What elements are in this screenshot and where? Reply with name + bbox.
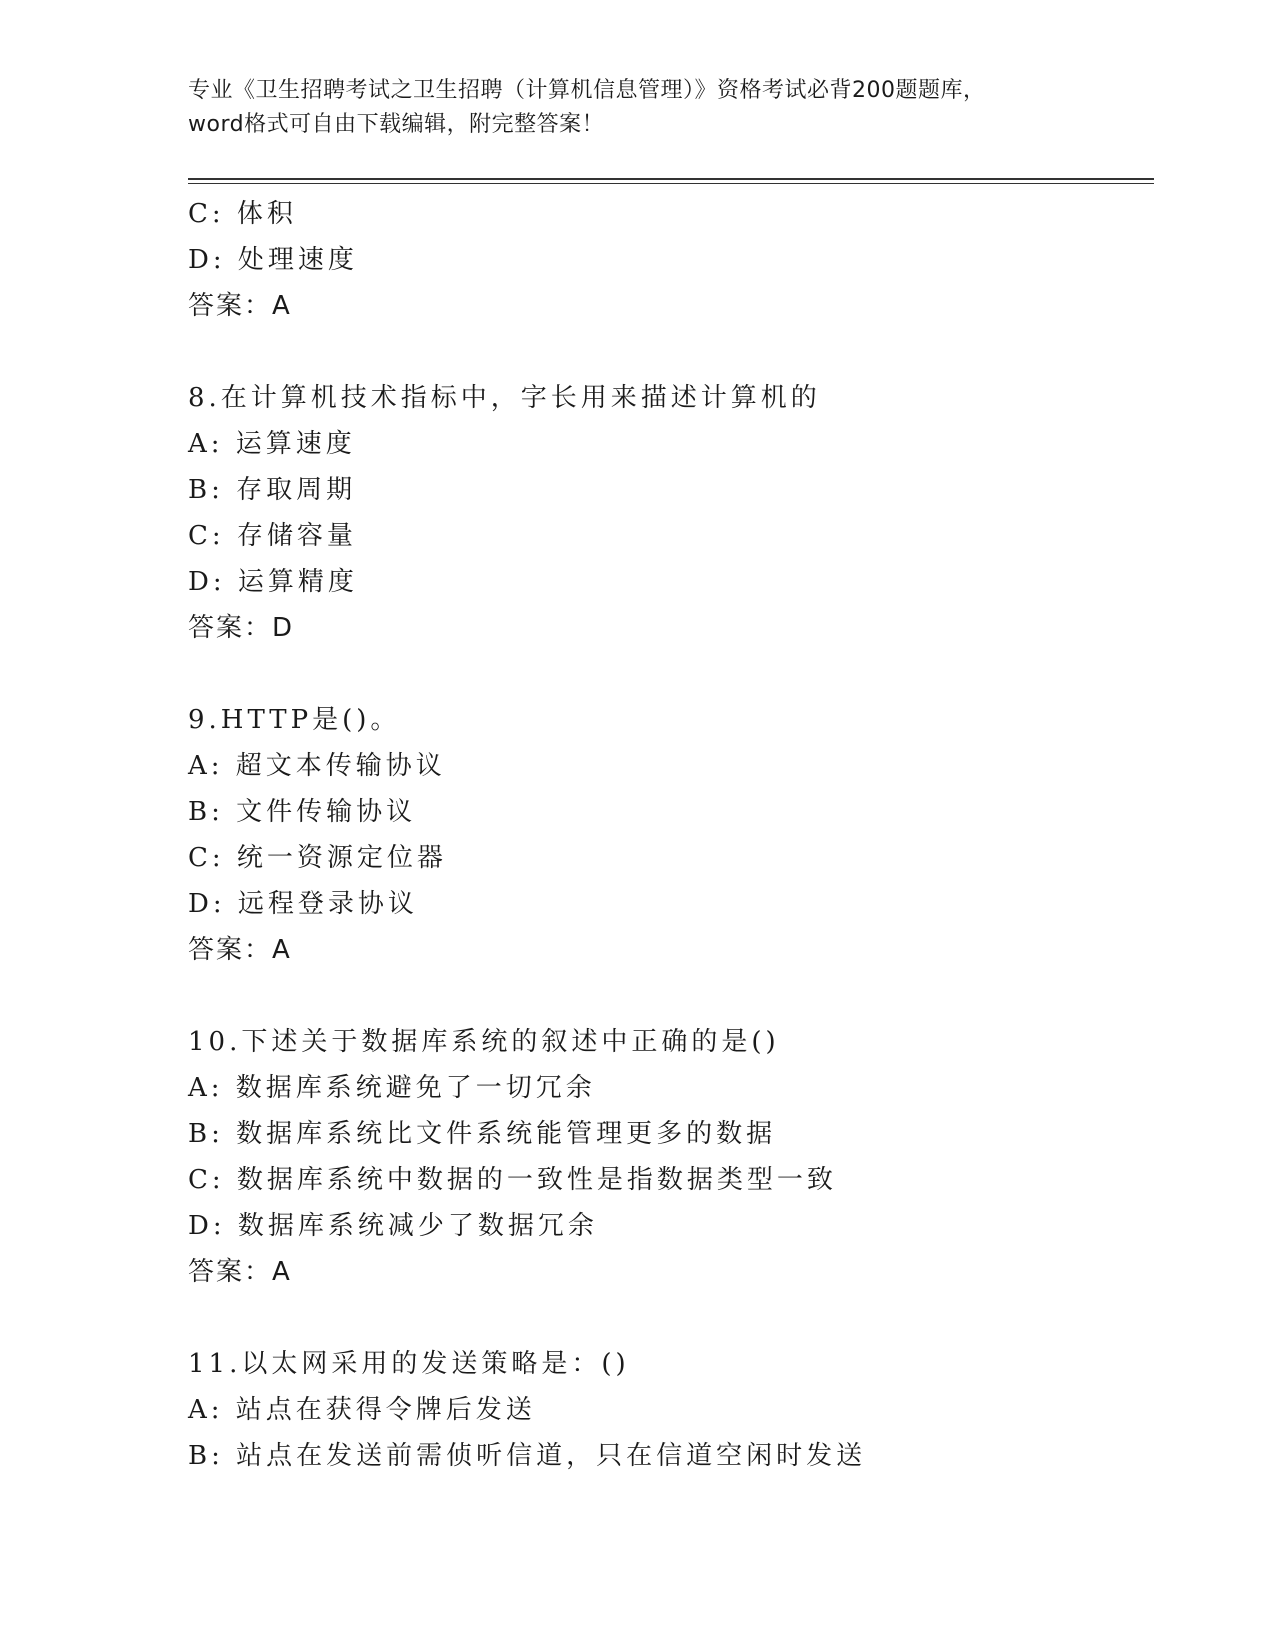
question-text: 9.HTTP是()。	[188, 705, 401, 735]
header-line-2: word格式可自由下载编辑，附完整答案！	[188, 112, 605, 137]
option-a: A: 超文本传输协议	[188, 751, 446, 781]
option-a: A: 运算速度	[188, 429, 356, 459]
question-text: 8.在计算机技术指标中，字长用来描述计算机的	[188, 383, 821, 413]
option-c: C: 体积	[188, 199, 297, 229]
header-rule-thin	[188, 183, 1154, 184]
spacer	[188, 973, 1148, 1019]
option-d: D: 处理速度	[188, 245, 358, 275]
spacer	[188, 329, 1148, 375]
question-10	[188, 1019, 1148, 1295]
question-9	[188, 697, 1148, 973]
question-text: 10.下述关于数据库系统的叙述中正确的是()	[188, 1027, 780, 1057]
option-d: D: 远程登录协议	[188, 889, 418, 919]
question-11	[188, 1341, 1148, 1479]
option-b: B: 数据库系统比文件系统能管理更多的数据	[188, 1119, 777, 1149]
question-text: 11.以太网采用的发送策略是：()	[188, 1349, 630, 1379]
option-b: B: 站点在发送前需侦听信道，只在信道空闲时发送	[188, 1441, 867, 1471]
spacer	[188, 651, 1148, 697]
document-header	[188, 74, 1088, 142]
option-d: D: 数据库系统减少了数据冗余	[188, 1211, 598, 1241]
question-7	[188, 191, 1148, 329]
question-list	[188, 191, 1148, 1479]
header-line-1: 专业《卫生招聘考试之卫生招聘（计算机信息管理）》资格考试必背200题题库，	[188, 78, 986, 103]
option-d: D: 运算精度	[188, 567, 358, 597]
option-a: A: 数据库系统避免了一切冗余	[188, 1073, 596, 1103]
answer-line: 答案：D	[188, 613, 295, 643]
option-c: C: 统一资源定位器	[188, 843, 447, 873]
answer-line: 答案：A	[188, 291, 292, 321]
answer-line: 答案：A	[188, 935, 292, 965]
option-c: C: 存储容量	[188, 521, 357, 551]
answer-line: 答案：A	[188, 1257, 292, 1287]
option-c: C: 数据库系统中数据的一致性是指数据类型一致	[188, 1165, 837, 1195]
spacer	[188, 1295, 1148, 1341]
option-b: B: 文件传输协议	[188, 797, 417, 827]
question-8	[188, 375, 1148, 651]
header-rule-thick	[188, 178, 1154, 180]
option-a: A: 站点在获得令牌后发送	[188, 1395, 536, 1425]
option-b: B: 存取周期	[188, 475, 357, 505]
